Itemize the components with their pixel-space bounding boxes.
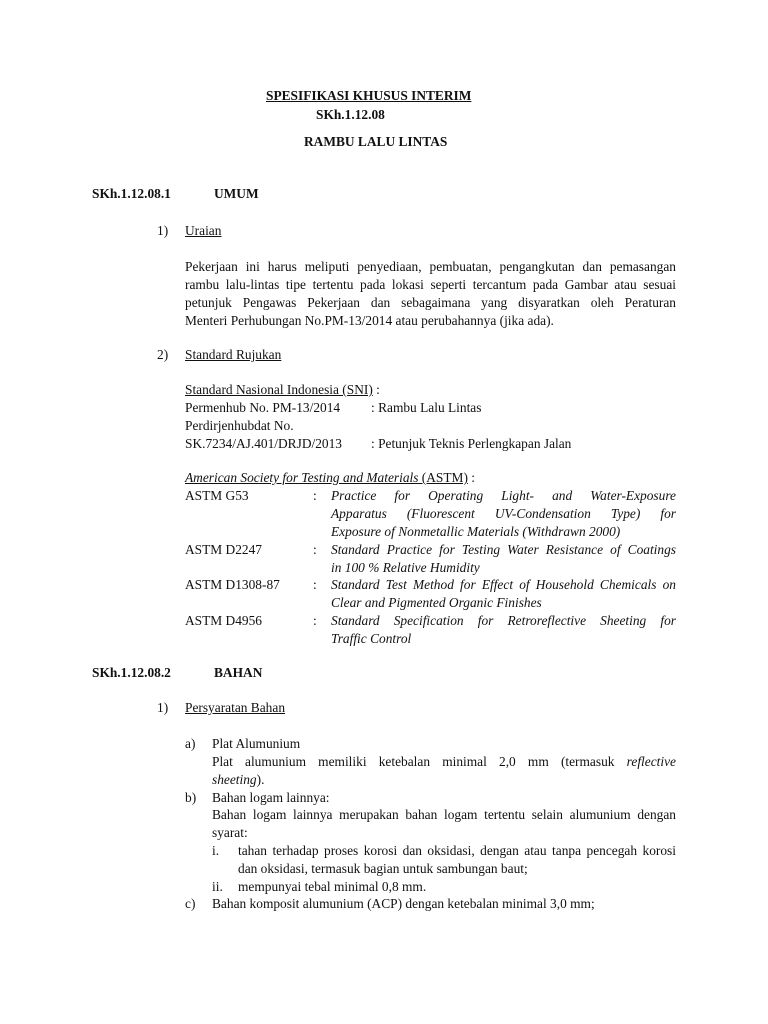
list-item-title: Bahan komposit alumunium (ACP) dengan ketebalan minimal 3,0 mm;: [212, 896, 595, 911]
item-number: 1): [157, 223, 169, 238]
item-number: 1): [157, 700, 169, 715]
list-item-title: Bahan logam lainnya:: [212, 790, 330, 805]
sublist-line: dan oksidasi, termasuk bagian untuk sambungan baut;: [238, 861, 528, 876]
section-number: SKh.1.12.08.1: [92, 186, 171, 201]
sni-heading-text: Standard Nasional Indonesia (SNI): [185, 382, 373, 397]
list-item-italic: sheeting: [212, 772, 257, 787]
list-item-line: [212, 753, 676, 771]
astm-code: ASTM D4956: [185, 613, 263, 628]
astm-desc-line: Standard Test Method for Effect of Household Chemicals on: [331, 577, 676, 592]
astm-desc-line: Practice for Operating Light- and Water-Exposure: [331, 488, 676, 503]
list-item-title: Plat Alumunium: [212, 736, 301, 751]
item-title: Uraian: [185, 223, 222, 238]
astm-desc-line: Clear and Pigmented Organic Finishes: [331, 595, 542, 610]
astm-desc-line: Traffic Control: [331, 631, 412, 646]
section-title: UMUM: [214, 186, 259, 201]
astm-code: ASTM G53: [185, 488, 249, 503]
astm-desc-line: Standard Specification for Retroreflective Sheeting for: [331, 613, 676, 628]
astm-heading-text: American Society for Testing and Materials: [185, 470, 419, 485]
sublist-line: mempunyai tebal minimal 0,8 mm.: [238, 879, 427, 894]
sublist-label: i.: [212, 843, 220, 858]
sublist-line: tahan terhadap proses korosi dan oksidasi, dengan atau tanpa pencegah korosi: [238, 843, 676, 858]
list-label: c): [185, 896, 196, 911]
astm-heading-abbr: (ASTM): [418, 470, 468, 485]
section-number: SKh.1.12.08.2: [92, 665, 171, 680]
sublist-label: ii.: [212, 879, 223, 894]
sni-heading: [185, 381, 380, 399]
list-item-text: Plat alumunium memiliki ketebalan minimal 2,0 mm (termasuk: [212, 754, 615, 769]
list-label: b): [185, 790, 197, 805]
astm-desc-line: Apparatus (Fluorescent UV-Condensation Type) for: [331, 506, 676, 521]
list-item-line: Bahan logam lainnya merupakan bahan logam tertentu selain alumunium dengan: [212, 807, 676, 822]
sni-heading-colon: :: [372, 382, 380, 397]
sni-ref: SK.7234/AJ.401/DRJD/2013: [185, 436, 342, 451]
sni-ref: Permenhub No. PM-13/2014: [185, 400, 341, 415]
page-title: SPESIFIKASI KHUSUS INTERIM: [266, 88, 472, 103]
astm-separator: :: [313, 488, 317, 503]
list-item-line: [212, 771, 264, 789]
document-code: SKh.1.12.08: [316, 107, 385, 122]
astm-code: ASTM D1308-87: [185, 577, 280, 592]
list-item-italic: reflective: [626, 754, 676, 769]
paragraph-line: rambu lalu-lintas tipe tertentu pada lokasi seperti tercantum pada Gambar atau sesuai: [185, 277, 676, 292]
list-label: a): [185, 736, 196, 751]
astm-desc-line: Standard Practice for Testing Water Resistance of Coatings: [331, 542, 676, 557]
sni-desc: : Petunjuk Teknis Perlengkapan Jalan: [371, 436, 572, 451]
astm-heading: [185, 469, 475, 487]
sni-ref: Perdirjenhubdat No.: [185, 418, 294, 433]
item-number: 2): [157, 347, 169, 362]
list-item-text: ).: [256, 772, 265, 787]
paragraph-line: Menteri Perhubungan No.PM-13/2014 atau perubahannya (jika ada).: [185, 313, 554, 328]
paragraph-line: Pekerjaan ini harus meliputi penyediaan, pembuatan, pengangkutan dan pemasangan: [185, 259, 676, 274]
item-title: Standard Rujukan: [185, 347, 282, 362]
list-item-line: syarat:: [212, 825, 248, 840]
sni-desc: : Rambu Lalu Lintas: [371, 400, 482, 415]
astm-separator: :: [313, 577, 317, 592]
paragraph-line: petunjuk Pengawas Pekerjaan dan sebagaimana yang disyaratkan oleh Peraturan: [185, 295, 676, 310]
astm-desc-line: in 100 % Relative Humidity: [331, 560, 480, 575]
astm-separator: :: [313, 613, 317, 628]
astm-separator: :: [313, 542, 317, 557]
astm-heading-colon: :: [467, 470, 476, 485]
page-subtitle: RAMBU LALU LINTAS: [304, 134, 448, 149]
astm-code: ASTM D2247: [185, 542, 263, 557]
item-title: Persyaratan Bahan: [185, 700, 286, 715]
astm-desc-line: Exposure of Nonmetallic Materials (Withdrawn 2000): [331, 524, 621, 539]
section-title: BAHAN: [214, 665, 263, 680]
